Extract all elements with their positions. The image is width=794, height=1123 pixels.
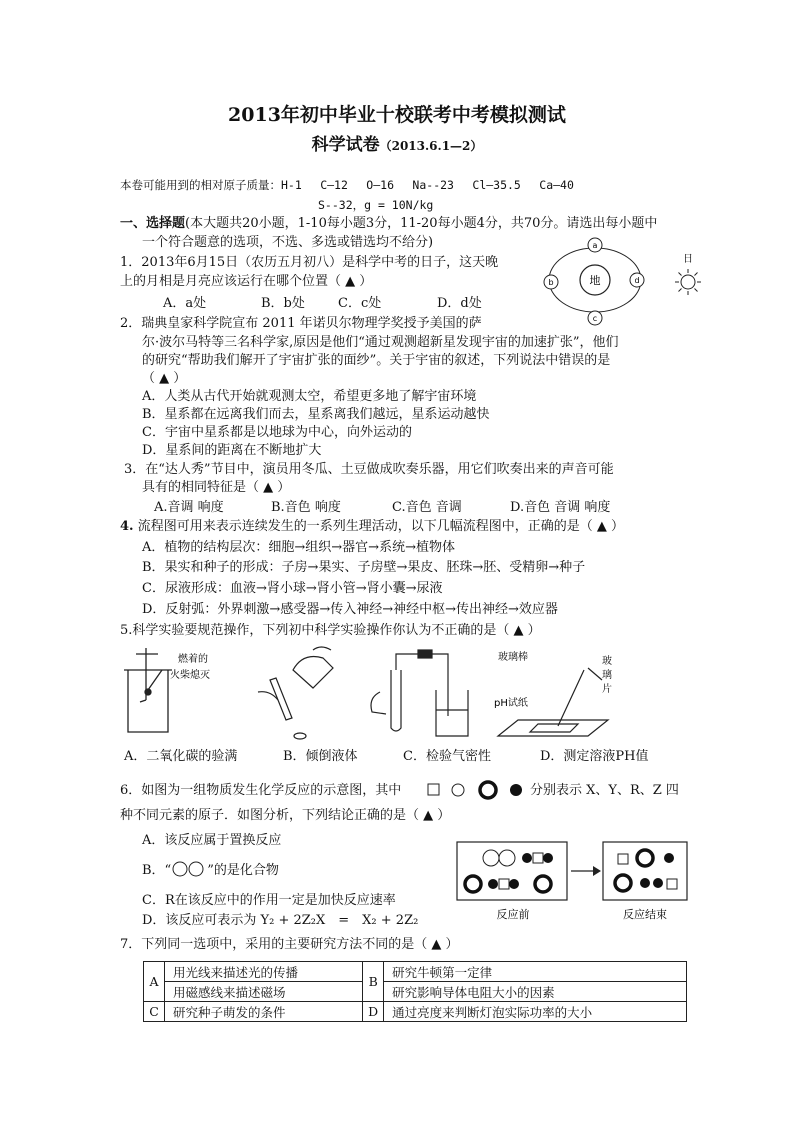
q1-option-c: C．c处 [338, 296, 382, 311]
label-b: b [548, 278, 554, 287]
q1-line2: 上的月相是月亮应该运行在哪个位置（ ▲ ） [120, 274, 373, 289]
exam-date: （2013.6.1—2） [379, 139, 483, 153]
table-row [144, 982, 687, 1002]
q2-option-b: B．星系都在远离我们而去，星系离我们越远，星系运动越快 [142, 407, 490, 422]
q2-line2: 尔·波尔马特等三名科学家,原因是他们“通过观测超新星发现宇宙的加速扩张”，他们 [142, 335, 619, 350]
q3-option-b: B.音色 响度 [271, 500, 341, 515]
q6-option-a: A．该反应属于置换反应 [142, 833, 282, 848]
q4-stem: 流程图可用来表示连续发生的一系列生理活动，以下几幅流程图中，正确的是（ ▲ ） [137, 519, 624, 534]
q3-option-a: A.音调 响度 [154, 500, 224, 515]
q3-option-d: D.音色 音调 响度 [510, 500, 611, 515]
reaction-diagram [455, 840, 690, 924]
table-cell: A [144, 962, 165, 1002]
atom-y-icon [452, 784, 464, 796]
exam-subtitle [0, 130, 794, 155]
q6-option-d: D．该反应可表示为 Y₂ + 2Z₂X = X₂ + 2Z₂ [142, 913, 419, 928]
section-desc1: (本大题共20小题，1-10每小题3分，11-20每小题4分，共70分。请选出每小题中 [185, 216, 658, 231]
q2-line3: 的研究“帮助我们解开了宇宙扩张的面纱”。关于宇宙的叙述，下列说法中错误的是 [142, 353, 611, 368]
earth-label: 地 [589, 274, 601, 287]
y2-molecule-icon [171, 861, 207, 877]
q5-option-b: B．倾倒液体 [283, 749, 358, 764]
table-cell: 用光线来描述光的传播 [165, 962, 363, 982]
q4-option-c: C．尿液形成：血液→肾小球→肾小管→肾小囊→尿液 [142, 581, 443, 596]
q4-number: 4. [120, 519, 134, 534]
q7-line1: 7．下列同一选项中，采用的主要研究方法不同的是（ ▲ ） [120, 937, 459, 952]
q6-option-b-post: ”的是化合物 [207, 863, 279, 878]
q6-line2: 种不同元素的原子．如图分析，下列结论正确的是（ ▲ ） [120, 808, 451, 823]
q5-option-a: A．二氧化碳的验满 [124, 749, 238, 764]
q3-line2: 具有的相同特征是（ ▲ ） [142, 480, 291, 495]
moon-phase-diagram [535, 232, 715, 332]
q1-line1: 1．2013年6月15日（农历五月初八）是科学中考的日子，这天晚 [120, 255, 499, 270]
pouring-figure [258, 647, 333, 739]
q4-line1 [120, 518, 624, 536]
sun-label: 日 [683, 254, 693, 265]
q4-option-a: A．植物的结构层次：细胞→组织→器官→系统→植物体 [142, 540, 455, 555]
q2-line4: （ ▲ ） [142, 371, 187, 386]
glass-label2: 璃 [602, 670, 612, 681]
q6-option-c: C．R在该反应中的作用一定是加快反应速率 [142, 893, 396, 908]
q3-option-c: C.音色 音调 [392, 500, 462, 515]
exam-title: 2013年初中毕业十校联考中考模拟测试 [228, 104, 566, 126]
table-cell: 用磁感线来描述磁场 [165, 982, 363, 1002]
q1-option-a: A．a处 [163, 296, 207, 311]
q7-table [143, 961, 687, 1022]
section-title: 一、选择题 [120, 216, 186, 231]
atom-x-icon [428, 784, 439, 795]
airtight-figure [371, 650, 468, 736]
q4-option-b: B．果实和种子的形成：子房→果实、子房壁→果皮、胚珠→胚、受精卵→种子 [142, 560, 586, 575]
q1-option-d: D．d处 [437, 296, 482, 311]
rod-label: 玻璃棒 [498, 652, 528, 663]
subject-name: 科学试卷 [311, 135, 380, 155]
q2-option-d: D．星系间的距离在不断地扩大 [142, 443, 322, 458]
q2-line1: 2．瑞典皇家科学院宣布 2011 年诺贝尔物理学奖授予美国的萨 [120, 316, 482, 331]
q6-option-b-pre: B．“ [142, 863, 172, 878]
table-cell: 研究牛顿第一定律 [384, 962, 687, 982]
q5-line1: 5.科学实验要规范操作，下列初中科学实验操作你认为不正确的是（ ▲ ） [120, 623, 541, 638]
sun-icon [675, 269, 701, 295]
q5-option-d: D．测定溶液PH值 [540, 749, 649, 764]
q3-line1: 3．在“达人秀”节目中，演员用冬瓜、土豆做成吹奏乐器，用它们吹奏出来的声音可能 [124, 462, 614, 477]
table-cell: 通过亮度来判断灯泡实际功率的大小 [384, 1002, 687, 1022]
table-cell: C [144, 1002, 165, 1022]
ph-paper-label: pH试纸 [494, 698, 528, 709]
table-cell: D [363, 1002, 384, 1022]
atomic-mass-line2: S--32，g = 10N/kg [318, 198, 434, 212]
table-cell: 研究种子萌发的条件 [165, 1002, 363, 1022]
q1-option-b: B．b处 [261, 296, 305, 311]
section-heading [120, 215, 657, 233]
q6-line1b: 分别表示 X、Y、R、Z 四 [530, 783, 679, 798]
match-label1: 燃着的 [178, 654, 208, 665]
glass-label3: 片 [602, 684, 612, 695]
section-desc2: 一个符合题意的选项，不选、多选或错选均不给分) [142, 235, 434, 250]
q2-option-a: A．人类从古代开始就观测太空，希望更多地了解宇宙环境 [142, 389, 477, 404]
before-label: 反应前 [496, 908, 530, 921]
match-label2: 火柴熄灭 [170, 670, 210, 681]
atom-legend [426, 778, 528, 802]
q5-experiment-figures [118, 640, 678, 740]
q5-option-c: C．检验气密性 [403, 749, 491, 764]
table-cell: 研究影响导体电阻大小的因素 [384, 982, 687, 1002]
atomic-mass-line1: 本卷可能用到的相对原子质量：H-1 C—12 O—16 Na--23 Cl—35.5 Ca—40 [120, 178, 574, 192]
q6-line1a: 6．如图为一组物质发生化学反应的示意图，其中 [120, 783, 402, 798]
co2-test-figure [124, 648, 172, 732]
atom-z-icon [510, 784, 522, 796]
table-cell: B [363, 962, 384, 1002]
label-c: c [592, 314, 598, 323]
q6-option-b [142, 861, 279, 880]
label-a: a [592, 241, 598, 250]
q2-option-c: C．宇宙中星系都是以地球为中心，向外运动的 [142, 425, 412, 440]
table-row [144, 962, 687, 982]
table-row [144, 1002, 687, 1022]
q4-option-d: D．反射弧：外界刺激→感受器→传入神经→神经中枢→传出神经→效应器 [142, 602, 558, 617]
label-d: d [634, 276, 640, 285]
after-label: 反应结束 [623, 908, 667, 921]
atom-r-icon [480, 782, 496, 798]
glass-label1: 玻 [602, 656, 612, 667]
